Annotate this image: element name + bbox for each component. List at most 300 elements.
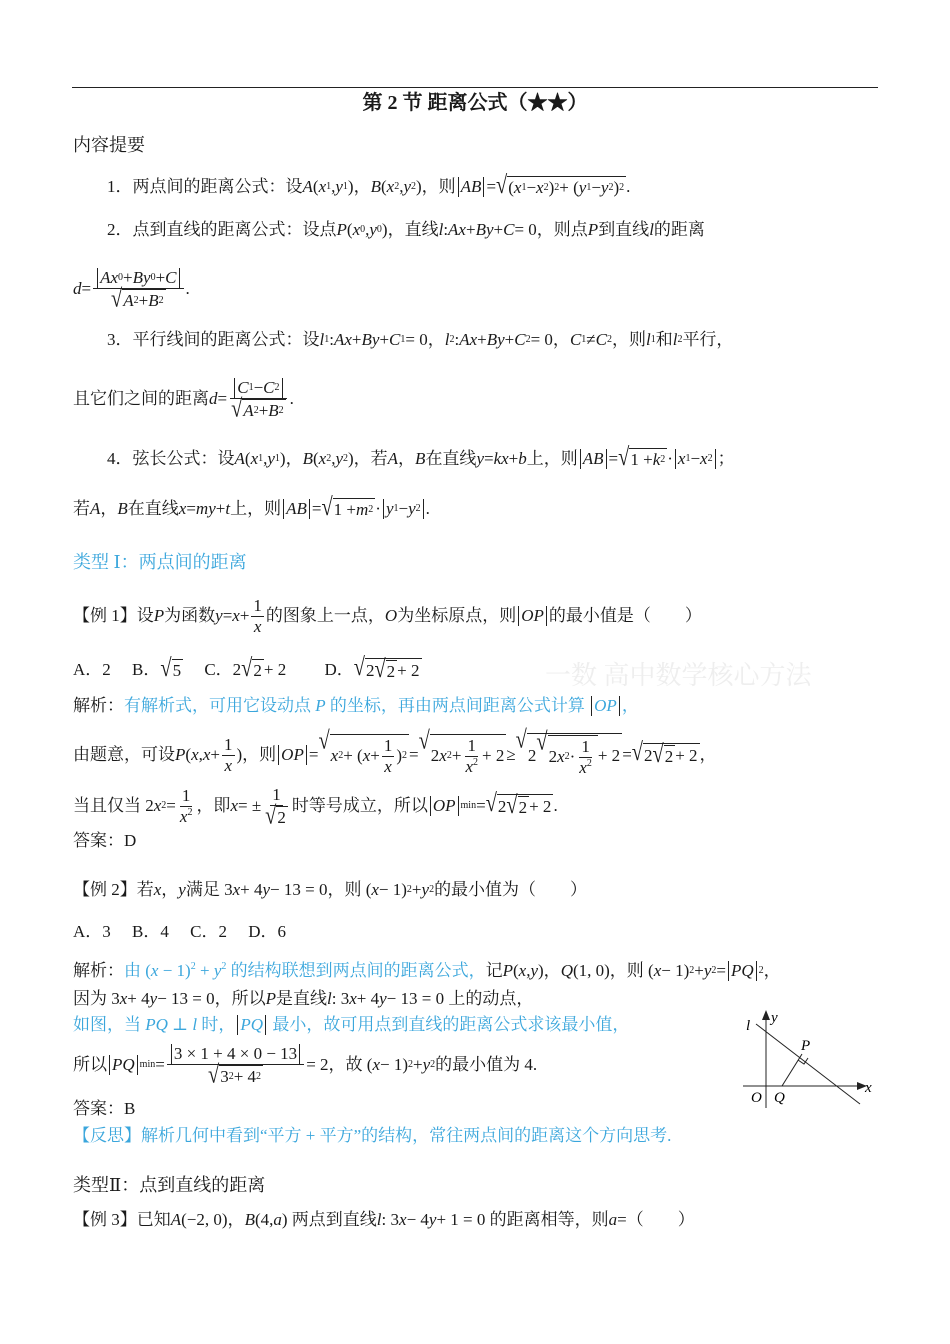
text-run: 且它们之间的距离 — [73, 389, 209, 408]
text-run: + — [210, 744, 220, 764]
text-run: )，若 — [347, 449, 388, 468]
math-variable: y — [335, 177, 343, 196]
text-run: 时， — [197, 1015, 236, 1034]
text-run: ( — [508, 178, 514, 197]
radicand — [276, 806, 288, 828]
text-run: , — [198, 744, 203, 764]
document-line — [73, 1015, 629, 1035]
absolute-value — [278, 745, 307, 765]
text-run: + — [155, 268, 166, 287]
text-run: 1 — [383, 736, 393, 755]
text-run: 1 — [467, 736, 476, 755]
radical-sign: √ — [321, 493, 333, 522]
text-run: − — [591, 178, 601, 197]
text-run: − 4 — [406, 1210, 429, 1229]
subscript: 2 — [606, 334, 612, 346]
document-line — [73, 135, 145, 157]
math-variable: PQ — [112, 1055, 135, 1074]
math-variable: Ax — [100, 268, 119, 287]
math-variable: k — [652, 450, 661, 469]
document-line — [107, 330, 733, 350]
radicand — [518, 796, 530, 818]
math-variable: y — [267, 449, 275, 468]
denominator — [382, 757, 394, 777]
square-root — [652, 740, 675, 769]
math-variable: x — [513, 178, 522, 197]
text-run: =（ ） — [617, 1210, 695, 1229]
text-run: = — [409, 744, 419, 764]
highlighted-text — [124, 696, 639, 716]
text-run: = — [222, 605, 233, 625]
text-run: = — [217, 389, 228, 408]
document-line — [73, 378, 294, 423]
square-root — [496, 171, 626, 200]
radical-sign: √ — [111, 284, 123, 313]
text-run: 的图象上一点， — [265, 605, 385, 625]
superscript: 2 — [472, 756, 478, 768]
text-run: )， — [347, 177, 371, 196]
radicand — [497, 791, 554, 820]
math-variable: x — [250, 449, 259, 468]
text-run: 是直线 — [276, 989, 328, 1008]
math-variable: x — [371, 880, 379, 899]
document-line — [107, 443, 735, 472]
text-run: 到直线 — [598, 220, 650, 239]
radicand — [365, 655, 422, 684]
document-line — [73, 831, 136, 851]
text-run: ( — [346, 220, 353, 239]
text-run: 的最小值为（ ） — [434, 880, 588, 899]
math-variable: b — [518, 449, 527, 468]
text-run: + — [451, 745, 462, 765]
text-run: : — [454, 330, 460, 349]
math-variable: x — [330, 745, 339, 765]
math-variable: x — [224, 755, 233, 775]
math-variable: m — [356, 500, 369, 519]
text-run: − 13 = 0，所以 — [157, 989, 266, 1008]
text-run: 为函数 — [164, 605, 216, 625]
denominator — [222, 756, 234, 776]
text-run: 2 — [643, 745, 653, 765]
document-line — [73, 880, 587, 900]
subscript: 0 — [118, 272, 124, 284]
text-run: 2 — [253, 661, 262, 680]
text-run: = — [476, 796, 486, 815]
document-line — [73, 596, 702, 636]
math-variable: Q — [560, 961, 573, 980]
square-root — [321, 493, 375, 522]
math-variable: y — [262, 880, 271, 899]
text-run: ， — [398, 449, 416, 468]
text-run: ， — [763, 961, 781, 980]
math-variable: kx — [493, 449, 509, 468]
text-run: ≥ — [506, 744, 516, 764]
fraction — [577, 737, 594, 777]
text-run: : 3 — [331, 989, 350, 1008]
superscript: 2 — [660, 454, 666, 466]
math-variable: y — [600, 178, 609, 197]
math-variable: x — [352, 220, 361, 239]
math-variable: P — [336, 220, 347, 239]
math-variable: x — [202, 744, 211, 764]
math-variable: PQ — [145, 1015, 168, 1034]
math-variable: x — [232, 880, 241, 899]
superscript: 2 — [429, 884, 435, 896]
radical-sign: √ — [506, 791, 518, 820]
text-run: ， — [699, 744, 717, 764]
superscript: 2 — [190, 961, 196, 972]
text-run: · — [569, 746, 576, 766]
document-line — [73, 1210, 695, 1230]
math-variable: x — [384, 756, 392, 776]
math-variable: x — [557, 746, 565, 766]
superscript: 2 — [554, 182, 560, 194]
label-p: P — [801, 1038, 811, 1054]
math-variable: x — [700, 449, 708, 468]
numerator — [465, 736, 478, 757]
math-variable: C — [595, 330, 607, 349]
radical-sign: √ — [241, 654, 253, 683]
square-root — [111, 284, 166, 313]
math-variable: C — [165, 268, 177, 287]
radicand — [242, 399, 285, 421]
math-variable: x — [179, 806, 188, 826]
math-variable: y — [476, 449, 484, 468]
text-run: = — [483, 449, 494, 468]
math-variable: y — [408, 499, 416, 518]
math-variable: P — [502, 961, 513, 980]
document-line — [73, 961, 781, 981]
text-run: ⊥ — [167, 1015, 193, 1034]
math-variable: C — [263, 378, 275, 397]
document-line — [73, 1044, 538, 1089]
math-variable: B — [302, 449, 313, 468]
text-run: , — [399, 177, 404, 196]
radicand — [386, 660, 398, 682]
math-variable: x — [677, 449, 686, 468]
numerator — [251, 596, 264, 617]
math-variable: y — [428, 1210, 437, 1229]
fraction — [382, 736, 395, 776]
label-q: Q — [774, 1090, 785, 1106]
superscript: 2 — [228, 1070, 234, 1082]
radical-sign: √ — [374, 655, 386, 684]
denominator — [463, 757, 480, 777]
math-variable: y — [335, 449, 343, 468]
math-variable: C — [503, 220, 515, 239]
text-run: ( — [244, 449, 251, 468]
absolute-value — [675, 449, 716, 469]
math-variable: B — [117, 499, 128, 518]
text-run: ， — [621, 696, 639, 715]
text-run: . — [289, 389, 294, 408]
math-variable: P — [175, 744, 186, 764]
square-root — [207, 1060, 263, 1089]
text-run: )，直线 — [381, 220, 439, 239]
denominator — [263, 801, 290, 830]
text-run: , — [331, 449, 336, 468]
fraction — [463, 736, 480, 776]
text-run: − — [398, 499, 409, 518]
superscript: 2 — [187, 806, 193, 818]
subscript: 2 — [326, 453, 332, 465]
math-variable: PQ — [730, 961, 754, 980]
math-variable: O — [384, 605, 398, 625]
text-run: ) — [548, 178, 555, 197]
header-rule — [72, 87, 878, 88]
text-run: 5 — [172, 661, 182, 680]
math-variable: y — [178, 880, 186, 899]
absolute-value — [237, 1015, 266, 1035]
label-o: O — [751, 1090, 762, 1106]
text-run: + 4 — [127, 989, 150, 1008]
superscript: 2 — [158, 294, 164, 306]
radical-sign: √ — [418, 727, 430, 755]
math-variable: C — [514, 330, 526, 349]
radicand — [219, 1065, 263, 1087]
subscript: min — [460, 800, 477, 812]
math-variable: x — [318, 449, 327, 468]
text-run: − — [690, 449, 701, 468]
text-run: + — [123, 268, 133, 287]
math-variable: A — [387, 449, 399, 468]
math-variable: By — [486, 330, 505, 349]
subscript: 2 — [394, 181, 400, 193]
subscript: 1 — [258, 453, 264, 465]
fraction — [229, 378, 288, 423]
absolute-value — [383, 499, 424, 519]
math-variable: x — [579, 757, 587, 777]
subscript: 2 — [543, 182, 549, 194]
math-variable: l — [645, 330, 651, 349]
math-variable: y — [149, 989, 158, 1008]
radicand — [643, 740, 700, 769]
math-variable: A — [234, 449, 245, 468]
numerator — [579, 737, 592, 758]
text-run: 当且仅当 2 — [73, 796, 154, 815]
radical-sign: √ — [536, 728, 548, 756]
text-run: 【例 2】若 — [73, 880, 154, 899]
text-run: 如图，当 — [73, 1015, 146, 1034]
math-variable: By — [132, 268, 151, 287]
text-run: = — [311, 499, 322, 518]
text-run: ( — [185, 744, 192, 764]
highlighted-text — [73, 1015, 629, 1035]
text-run: A．3 B．4 C．2 D．6 — [73, 922, 286, 941]
text-run: + — [258, 400, 269, 420]
subscript: 2 — [415, 503, 421, 515]
text-run: = — [308, 744, 319, 764]
math-variable: l — [444, 330, 450, 349]
math-variable: AB — [460, 177, 482, 196]
square-root — [418, 727, 507, 776]
text-run: 的结构联想到两点间的距离公式， — [226, 961, 486, 980]
text-run: 若 — [73, 499, 90, 518]
subscript: 2 — [274, 382, 280, 394]
text-run: (4, — [254, 1210, 274, 1229]
text-run: : — [443, 220, 449, 239]
superscript: 2 — [402, 750, 407, 762]
superscript: 2 — [221, 961, 227, 972]
math-variable: x — [230, 796, 238, 815]
absolute-value — [518, 606, 547, 626]
math-variable: l — [672, 330, 678, 349]
square-root — [374, 655, 397, 684]
text-run: 所以 — [73, 1055, 107, 1074]
radicand — [548, 735, 598, 777]
text-run: + — [412, 1055, 423, 1074]
text-run: · — [667, 449, 673, 468]
document-line — [73, 726, 717, 777]
radical-sign: √ — [160, 654, 172, 683]
radicand — [629, 448, 667, 470]
denominator — [206, 1060, 265, 1089]
radical-sign: √ — [652, 740, 664, 769]
text-run: 1 — [181, 786, 191, 806]
text-run: ≠ — [586, 330, 596, 349]
text-run: ， — [161, 880, 179, 899]
math-variable: my — [195, 499, 216, 518]
text-run: = ± — [237, 796, 262, 815]
section-title: 第 2 节 距离公式（★★） — [362, 92, 588, 114]
subscript: 1 — [400, 334, 406, 346]
radicand — [330, 734, 409, 776]
subscript: 1 — [324, 334, 330, 346]
text-run: + 2 — [481, 745, 505, 765]
line-l — [756, 1024, 860, 1104]
denominator — [252, 617, 264, 637]
text-run: 3 — [220, 1066, 229, 1086]
subscript: 1 — [581, 334, 587, 346]
subscript: 2 — [707, 453, 713, 465]
subscript: 0 — [376, 224, 382, 236]
text-run: A．2 B． — [73, 660, 161, 679]
math-variable: P — [153, 605, 165, 625]
text-run: 1 + — [630, 450, 653, 469]
math-variable: PQ — [240, 1015, 264, 1034]
math-variable: OP — [521, 605, 544, 625]
text-run: + — [493, 220, 504, 239]
text-run: , — [526, 961, 531, 980]
text-run: 时等号成立，所以 — [291, 796, 428, 815]
square-root — [485, 789, 554, 820]
math-variable: l — [649, 220, 654, 239]
text-run: − 1) — [661, 961, 690, 980]
text-run: 解析： — [73, 696, 124, 715]
superscript: 2 — [368, 504, 374, 516]
superscript: 2 — [430, 1059, 436, 1071]
superscript: 2 — [586, 757, 592, 769]
math-variable: AB — [286, 499, 307, 518]
text-run: : — [329, 330, 334, 349]
text-run: 【例 3】已知 — [73, 1210, 171, 1229]
math-variable: x — [119, 989, 128, 1008]
text-run: ，即 — [196, 796, 231, 815]
text-run: )， — [279, 449, 303, 468]
radicand — [664, 745, 676, 767]
absolute-value — [109, 1055, 138, 1075]
text-run: + ( — [559, 178, 579, 197]
text-run: = — [166, 796, 176, 815]
math-variable: A — [170, 1210, 182, 1229]
subscript: 1 — [685, 453, 691, 465]
math-variable: Ax — [448, 220, 466, 239]
text-run: 2 — [277, 807, 286, 827]
text-run: . — [425, 499, 430, 518]
text-run: + — [508, 449, 519, 468]
subscript: 1 — [326, 181, 332, 193]
math-variable: A — [302, 177, 313, 196]
math-variable: AB — [582, 449, 604, 468]
text-run: + 4 — [356, 989, 380, 1008]
text-run: 在直线 — [127, 499, 179, 518]
absolute-value — [97, 268, 179, 288]
text-run: 的最小值是（ ） — [548, 605, 702, 625]
watermark: 一数 高中数学核心方法 — [545, 661, 812, 690]
math-variable: x — [536, 178, 544, 197]
text-run: + — [138, 290, 149, 310]
numerator — [382, 736, 395, 757]
text-run: − — [253, 378, 264, 397]
text-run: 平行， — [682, 330, 734, 349]
numerator — [222, 735, 235, 756]
document-line — [73, 268, 190, 313]
text-run: + — [379, 330, 390, 349]
text-run: − 1) — [379, 1055, 408, 1074]
text-run: = 0， — [405, 330, 445, 349]
math-variable: OP — [594, 696, 617, 715]
text-run: 在直线 — [425, 449, 477, 468]
text-run: = — [155, 1055, 165, 1074]
text-run: + 2 — [675, 745, 698, 765]
subscript: 2 — [342, 453, 348, 465]
math-variable: x — [465, 756, 473, 776]
math-variable: x — [399, 1210, 407, 1229]
math-variable: x — [372, 1055, 380, 1074]
text-run: = — [81, 279, 92, 298]
document-line — [73, 552, 247, 574]
document-line — [73, 1126, 671, 1146]
text-run: 1 + — [333, 500, 356, 519]
text-run: ， — [100, 499, 118, 518]
math-variable: l — [327, 989, 332, 1008]
math-variable: x — [653, 961, 662, 980]
text-run: (1, 0)，则 ( — [572, 961, 654, 980]
text-run: 因为 3 — [73, 989, 120, 1008]
superscript: 2 — [133, 294, 139, 306]
absolute-value — [591, 696, 620, 716]
text-run: 最小，故可用点到直线的距离公式求该最小值， — [268, 1015, 630, 1034]
numerator — [167, 1044, 304, 1065]
math-variable: x — [386, 177, 395, 196]
text-run: = 0，则点 — [514, 220, 588, 239]
text-run: ) 两点到直线 — [281, 1210, 377, 1229]
square-root — [241, 654, 264, 683]
label-x: x — [865, 1080, 872, 1096]
math-variable: By — [475, 220, 494, 239]
text-run: 2 — [497, 797, 507, 816]
absolute-value — [458, 177, 485, 197]
radical-sign: √ — [265, 801, 277, 830]
math-variable: x — [349, 989, 357, 1008]
text-run: C．2 — [183, 660, 242, 679]
text-run: 类型 Ⅰ：两点间的距离 — [73, 552, 247, 572]
subscript: 1 — [342, 181, 348, 193]
text-run: 2 — [664, 746, 674, 766]
radical-sign: √ — [231, 394, 243, 423]
square-root — [506, 791, 529, 820]
text-run: . — [185, 279, 190, 298]
